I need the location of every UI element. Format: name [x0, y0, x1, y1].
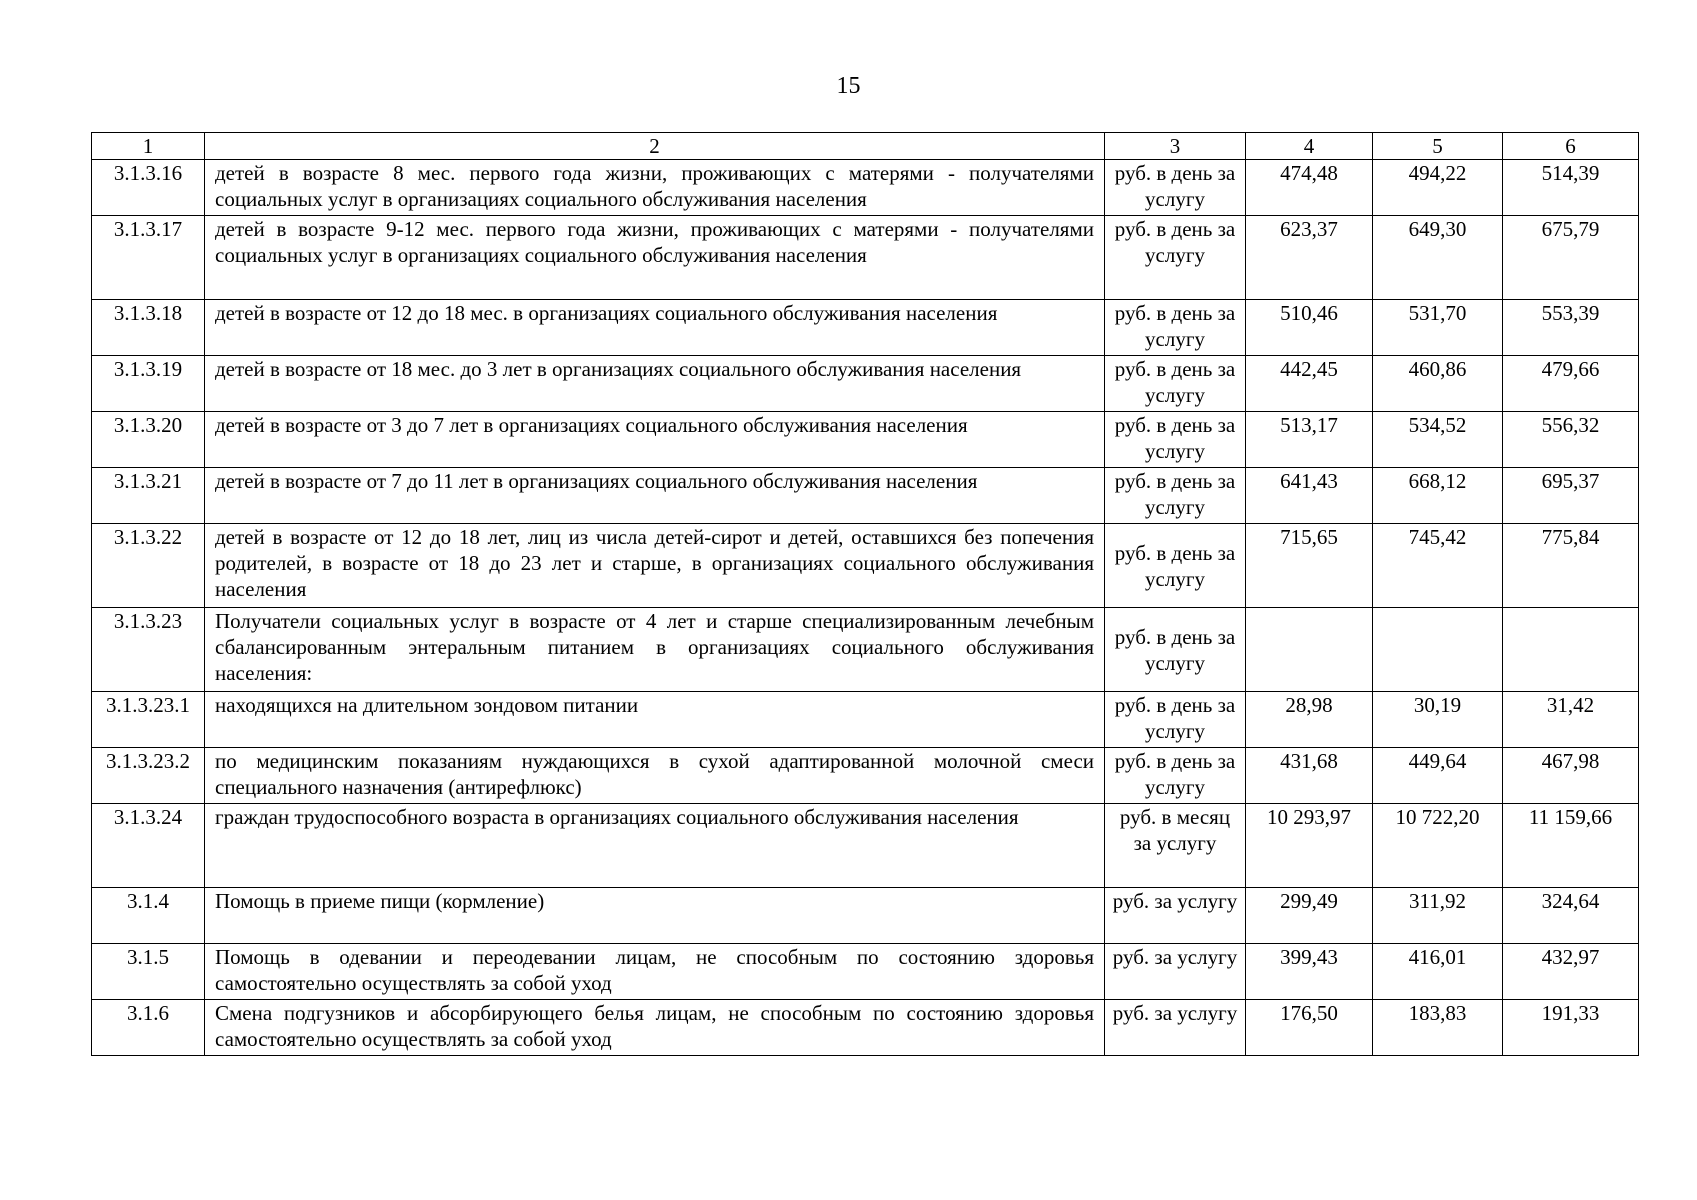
table-row — [92, 356, 1639, 412]
row-name: детей в возрасте от 3 до 7 лет в организациях социального обслуживания населения — [205, 412, 1105, 468]
row-value-5: 311,92 — [1373, 888, 1503, 944]
row-unit: руб. в день за услугу — [1105, 692, 1246, 748]
header-cell: 3 — [1105, 133, 1246, 160]
table-row — [92, 300, 1639, 356]
row-name: детей в возрасте от 7 до 11 лет в организациях социального обслуживания населения — [205, 468, 1105, 524]
header-cell: 4 — [1246, 133, 1373, 160]
row-value-5: 668,12 — [1373, 468, 1503, 524]
row-unit: руб. в день за услугу — [1105, 300, 1246, 356]
table-row — [92, 160, 1639, 216]
row-code: 3.1.3.16 — [92, 160, 205, 216]
row-name: по медицинским показаниям нуждающихся в сухой адаптированной молочной смеси специального назначения (антирефлюкс) — [205, 748, 1105, 804]
row-value-6: 31,42 — [1503, 692, 1639, 748]
row-value-6: 479,66 — [1503, 356, 1639, 412]
row-value-4: 510,46 — [1246, 300, 1373, 356]
row-unit: руб. в день за услугу — [1105, 216, 1246, 300]
row-value-4: 399,43 — [1246, 944, 1373, 1000]
page-number: 15 — [836, 73, 861, 99]
row-value-4 — [1246, 608, 1373, 692]
table-row — [92, 944, 1639, 1000]
row-code: 3.1.3.17 — [92, 216, 205, 300]
row-name: Смена подгузников и абсорбирующего белья лицам, не способным по состоянию здоровья самостоятельно осуществлять за собой уход — [205, 1000, 1105, 1056]
row-name: Получатели социальных услуг в возрасте от 4 лет и старше специализированным лечебным сбалансированным энтеральным питанием в организациях социального обслуживания населения: — [205, 608, 1105, 692]
row-unit: руб. в месяц за услугу — [1105, 804, 1246, 888]
row-value-5: 10 722,20 — [1373, 804, 1503, 888]
row-code: 3.1.3.18 — [92, 300, 205, 356]
row-value-5: 745,42 — [1373, 524, 1503, 608]
header-cell: 5 — [1373, 133, 1503, 160]
row-code: 3.1.3.21 — [92, 468, 205, 524]
row-name: находящихся на длительном зондовом питании — [205, 692, 1105, 748]
row-name: детей в возрасте от 18 мес. до 3 лет в организациях социального обслуживания населения — [205, 356, 1105, 412]
table-row — [92, 804, 1639, 888]
row-value-6: 556,32 — [1503, 412, 1639, 468]
row-name: Помощь в одевании и переодевании лицам, не способным по состоянию здоровья самостоятельно осуществлять за собой уход — [205, 944, 1105, 1000]
tariff-table — [91, 132, 1639, 1056]
row-value-4: 10 293,97 — [1246, 804, 1373, 888]
header-cell: 1 — [92, 133, 205, 160]
row-code: 3.1.6 — [92, 1000, 205, 1056]
row-value-5: 460,86 — [1373, 356, 1503, 412]
row-unit: руб. в день за услугу — [1105, 412, 1246, 468]
row-unit: руб. за услугу — [1105, 944, 1246, 1000]
table-row — [92, 412, 1639, 468]
row-value-6: 191,33 — [1503, 1000, 1639, 1056]
row-value-6: 324,64 — [1503, 888, 1639, 944]
row-value-4: 715,65 — [1246, 524, 1373, 608]
table-row — [92, 524, 1639, 608]
table-row — [92, 608, 1639, 692]
table-row — [92, 468, 1639, 524]
row-code: 3.1.3.22 — [92, 524, 205, 608]
row-unit: руб. в день за услугу — [1105, 468, 1246, 524]
row-code: 3.1.3.19 — [92, 356, 205, 412]
row-value-6 — [1503, 608, 1639, 692]
table-row — [92, 748, 1639, 804]
table-row — [92, 216, 1639, 300]
row-name: детей в возрасте от 12 до 18 лет, лиц из числа детей-сирот и детей, оставшихся без попечения родителей, в возрасте от 18 до 23 лет и старше, в организациях социального обслуживания населения — [205, 524, 1105, 608]
row-value-4: 513,17 — [1246, 412, 1373, 468]
row-value-5: 649,30 — [1373, 216, 1503, 300]
row-unit: руб. в день за услугу — [1105, 748, 1246, 804]
row-code: 3.1.4 — [92, 888, 205, 944]
row-value-5 — [1373, 608, 1503, 692]
row-name: детей в возрасте 9-12 мес. первого года жизни, проживающих с матерями - получателями социальных услуг в организациях социального обслуживания населения — [205, 216, 1105, 300]
row-value-5: 494,22 — [1373, 160, 1503, 216]
table-row — [92, 888, 1639, 944]
row-code: 3.1.3.23 — [92, 608, 205, 692]
row-value-6: 432,97 — [1503, 944, 1639, 1000]
row-value-6: 11 159,66 — [1503, 804, 1639, 888]
row-unit: руб. в день за услугу — [1105, 524, 1246, 608]
header-cell: 6 — [1503, 133, 1639, 160]
row-code: 3.1.5 — [92, 944, 205, 1000]
table-header-row — [92, 133, 1639, 160]
row-value-5: 449,64 — [1373, 748, 1503, 804]
row-value-6: 675,79 — [1503, 216, 1639, 300]
row-value-6: 553,39 — [1503, 300, 1639, 356]
row-value-4: 299,49 — [1246, 888, 1373, 944]
row-value-4: 176,50 — [1246, 1000, 1373, 1056]
row-name: Помощь в приеме пищи (кормление) — [205, 888, 1105, 944]
row-name: граждан трудоспособного возраста в организациях социального обслуживания населения — [205, 804, 1105, 888]
row-value-4: 641,43 — [1246, 468, 1373, 524]
row-value-4: 623,37 — [1246, 216, 1373, 300]
table-row — [92, 692, 1639, 748]
row-name: детей в возрасте 8 мес. первого года жизни, проживающих с матерями - получателями социальных услуг в организациях социального обслуживания населения — [205, 160, 1105, 216]
header-cell: 2 — [205, 133, 1105, 160]
row-value-6: 695,37 — [1503, 468, 1639, 524]
row-code: 3.1.3.23.2 — [92, 748, 205, 804]
row-code: 3.1.3.24 — [92, 804, 205, 888]
row-value-6: 775,84 — [1503, 524, 1639, 608]
row-value-6: 514,39 — [1503, 160, 1639, 216]
row-unit: руб. в день за услугу — [1105, 160, 1246, 216]
row-unit: руб. за услугу — [1105, 888, 1246, 944]
table-row — [92, 1000, 1639, 1056]
row-name: детей в возрасте от 12 до 18 мес. в организациях социального обслуживания населения — [205, 300, 1105, 356]
row-value-5: 531,70 — [1373, 300, 1503, 356]
row-value-5: 30,19 — [1373, 692, 1503, 748]
row-unit: руб. в день за услугу — [1105, 608, 1246, 692]
row-value-6: 467,98 — [1503, 748, 1639, 804]
row-value-5: 183,83 — [1373, 1000, 1503, 1056]
row-value-5: 416,01 — [1373, 944, 1503, 1000]
row-value-5: 534,52 — [1373, 412, 1503, 468]
row-value-4: 28,98 — [1246, 692, 1373, 748]
row-value-4: 431,68 — [1246, 748, 1373, 804]
row-code: 3.1.3.20 — [92, 412, 205, 468]
row-code: 3.1.3.23.1 — [92, 692, 205, 748]
row-unit: руб. в день за услугу — [1105, 356, 1246, 412]
row-value-4: 442,45 — [1246, 356, 1373, 412]
row-value-4: 474,48 — [1246, 160, 1373, 216]
row-unit: руб. за услугу — [1105, 1000, 1246, 1056]
